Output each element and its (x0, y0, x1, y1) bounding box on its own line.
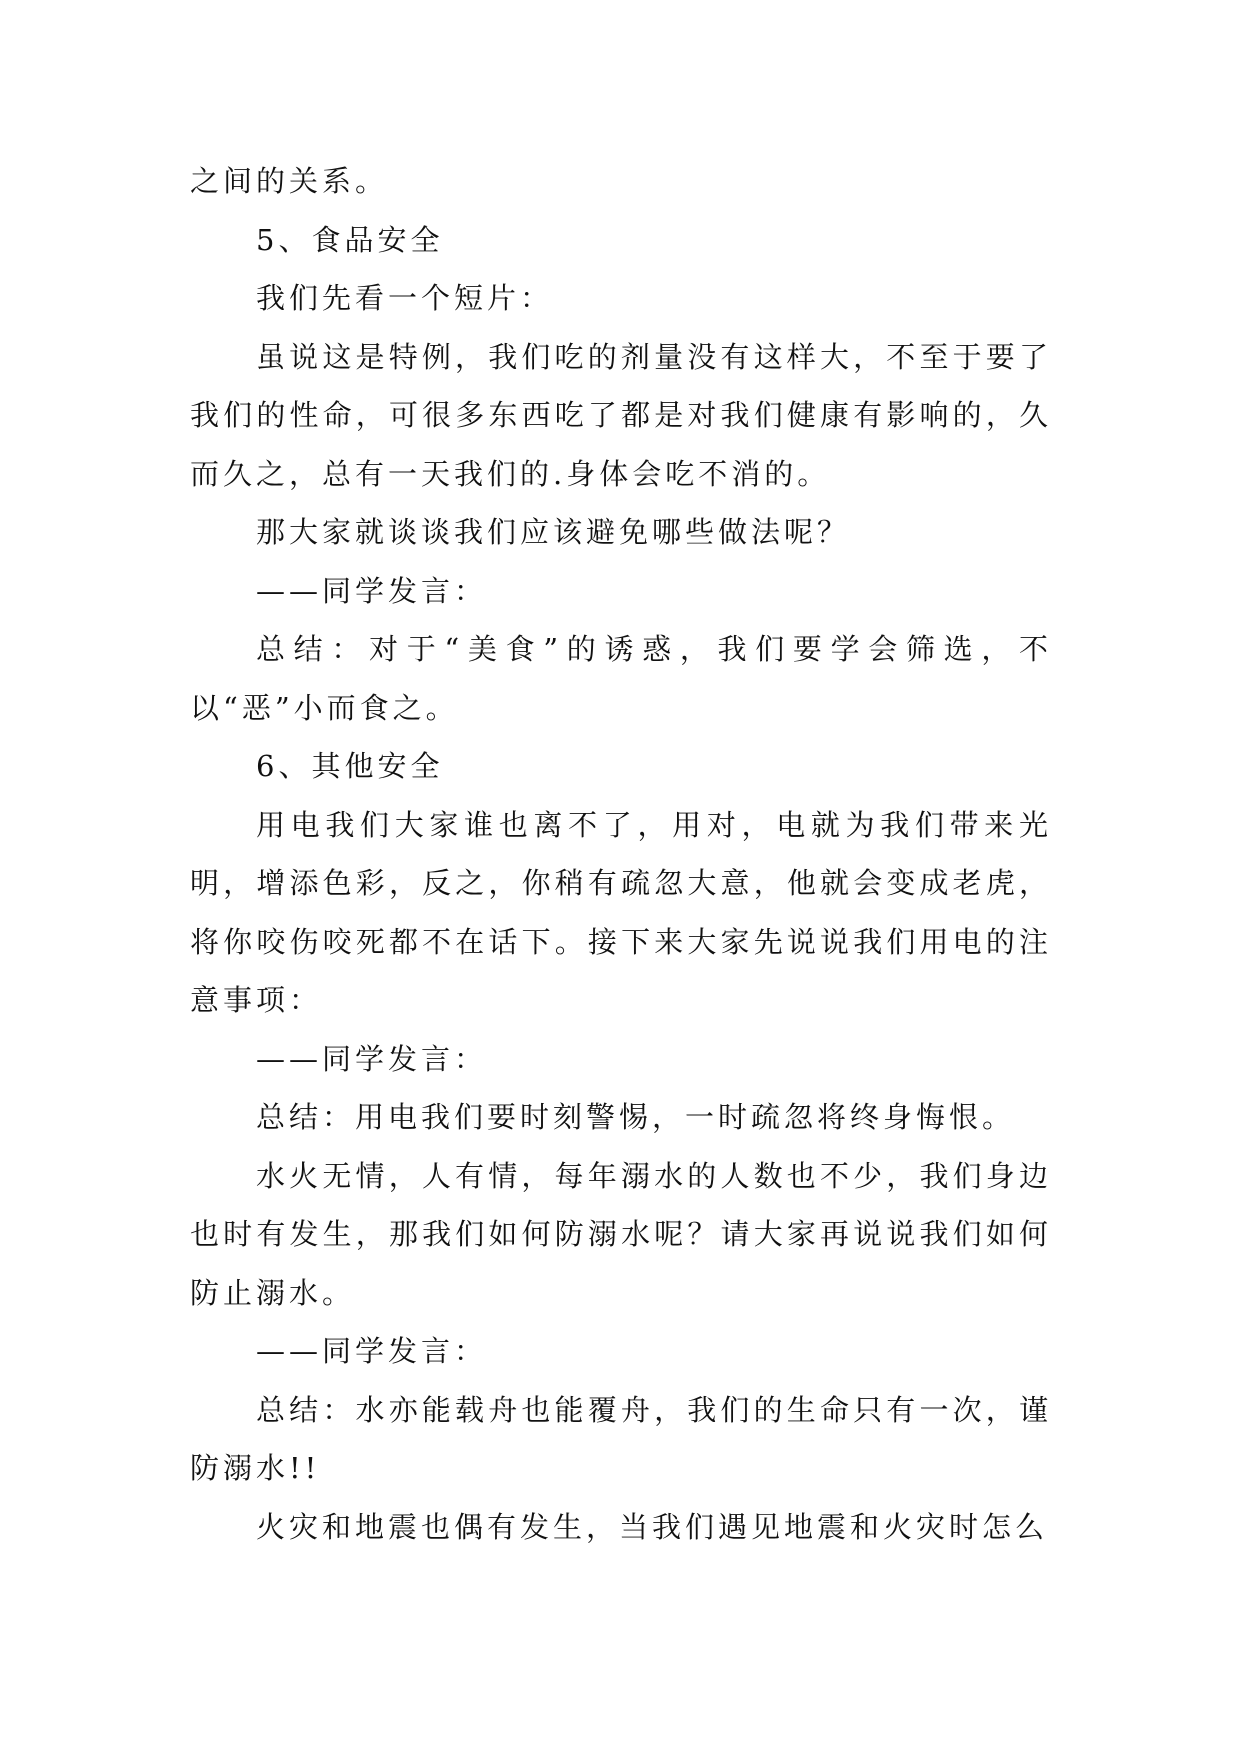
paragraph: 用电我们大家谁也离不了，用对，电就为我们带来光明，增添色彩，反之，你稍有疏忽大意，他就会变成老虎，将你咬伤咬死都不在话下。接下来大家先说说我们用电的注意事项： (190, 807, 1052, 1017)
paragraph: 虽说这是特例，我们吃的剂量没有这样大，不至于要了我们的性命，可很多东西吃了都是对我们健康有影响的，久而久之，总有一天我们的.身体会吃不消的。 (190, 339, 1052, 491)
paragraph-summary: 总结：用电我们要时刻警惕，一时疏忽将终身悔恨。 (256, 1100, 1016, 1134)
section-heading-other-safety: 6、其他安全 (256, 749, 444, 783)
paragraph-student-speech: ——同学发言： (256, 573, 488, 608)
paragraph: 水火无情，人有情，每年溺水的人数也不少，我们身边也时有发生，那我们如何防溺水呢？请大家再说说我们如何防止溺水。 (190, 1158, 1052, 1310)
paragraph-continuation: 之间的关系。 (190, 164, 389, 198)
paragraph: 火灾和地震也偶有发生，当我们遇见地震和火灾时怎么 (256, 1509, 1049, 1544)
paragraph-summary: 总结：水亦能载舟也能覆舟，我们的生命只有一次，谨防溺水!! (190, 1392, 1052, 1485)
paragraph-student-speech: ——同学发言： (256, 1334, 488, 1368)
paragraph: 那大家就谈谈我们应该避免哪些做法呢？ (256, 515, 851, 549)
paragraph: 我们先看一个短片： (256, 281, 554, 315)
document-body (190, 152, 1052, 1556)
paragraph-student-speech: ——同学发言： (256, 1041, 488, 1076)
section-heading-food-safety: 5、食品安全 (256, 222, 444, 257)
paragraph-summary: 总结：对于“美食”的诱惑，我们要学会筛选，不以“恶”小而食之。 (190, 632, 1052, 725)
